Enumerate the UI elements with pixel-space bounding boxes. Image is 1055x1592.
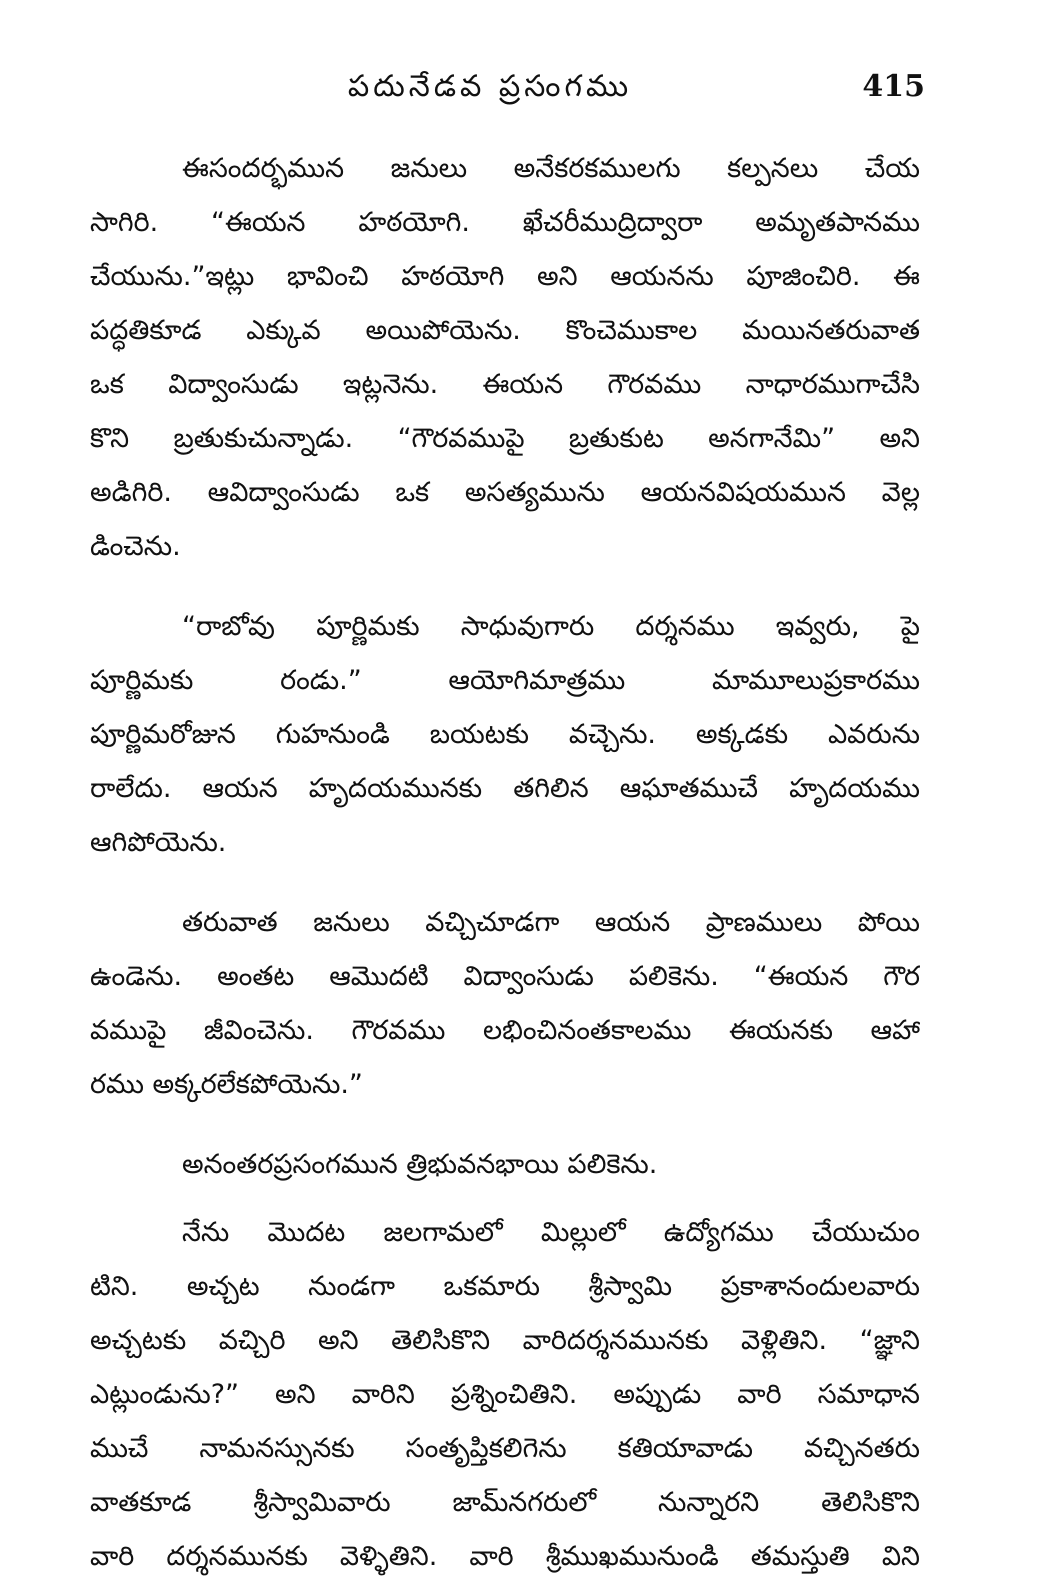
text-line: టిని. అచ్చట నుండగా ఒకమారు శ్రీస్వామి ప్రకాశానందులవారు — [90, 1271, 920, 1302]
text-line: డించెను. — [90, 531, 181, 562]
paragraph-gap — [90, 1192, 920, 1206]
paragraph-1 — [90, 142, 920, 574]
paragraph-gap — [90, 1112, 920, 1138]
paragraph-5 — [90, 1206, 920, 1584]
text-line: రాలేదు. ఆయన హృదయమునకు తగిలిన ఆఘాతముచే హృదయము — [90, 773, 920, 804]
text-line: ఉండెను. అంతట ఆమొదటి విద్వాంసుడు పలికెను. “ఈయన గౌర — [90, 961, 920, 992]
text-line: సాగిరి. “ఈయన హఠయోగి. ఖేచరీముద్రిద్వారా అమృతపానము — [90, 207, 920, 238]
text-line: అనంతరప్రసంగమున త్రిభువనభాయి పలికెను. — [182, 1149, 658, 1180]
text-line: ఎట్లుండును?” అని వారిని ప్రశ్నించితిని. అప్పుడు వారి సమాధాన — [90, 1379, 920, 1410]
text-line: పద్ధతికూడ ఎక్కువ అయిపోయెను. కొంచెముకాల మయినతరువాత — [90, 315, 920, 346]
paragraph-4 — [90, 1138, 920, 1192]
paragraph-gap — [90, 870, 920, 896]
text-line: వారి దర్శనమునకు వెళ్ళితిని. వారి శ్రీముఖమునుండి తమస్తుతి విని — [90, 1541, 920, 1572]
body-text — [90, 142, 920, 1584]
text-line: ఆగిపోయెను. — [90, 827, 227, 858]
text-line: కొని బ్రతుకుచున్నాడు. “గౌరవముపై బ్రతుకుట అనగానేమి” అని — [90, 423, 920, 454]
chapter-title: పదునేడవ ప్రసంగము — [347, 69, 633, 104]
text-line: అడిగిరి. ఆవిద్వాంసుడు ఒక అసత్యమును ఆయనవిషయమున వెల్ల — [90, 477, 920, 508]
text-line: తరువాత జనులు వచ్చిచూడగా ఆయన ప్రాణములు పోయి — [182, 907, 920, 938]
text-line: వముపై జీవించెను. గౌరవము లభించినంతకాలము ఈయనకు ఆహా — [90, 1015, 920, 1046]
text-line: నేను మొదట జలగామలో మిల్లులో ఉద్యోగము చేయుచుం — [182, 1217, 920, 1248]
paragraph-2 — [90, 600, 920, 870]
text-line: పూర్ణిమరోజున గుహనుండి బయటకు వచ్చెను. అక్కడకు ఎవరును — [90, 719, 920, 750]
text-line: అచ్చటకు వచ్చిరి అని తెలిసికొని వారిదర్శనమునకు వెళ్లితిని. “జ్ఞాని — [90, 1325, 920, 1356]
text-line: “రాబోవు పూర్ణిమకు సాధువుగారు దర్శనము ఇవ్వరు, పై — [182, 611, 920, 642]
text-line: ఒక విద్వాంసుడు ఇట్లనెను. ఈయన గౌరవము నాధారముగాచేసి — [90, 369, 920, 400]
paragraph-3 — [90, 896, 920, 1112]
page-number: 415 — [862, 69, 925, 104]
paragraph-gap — [90, 574, 920, 600]
text-line: ముచే నామనస్సునకు సంతృప్తికలిగెను కతియావాడు వచ్చినతరు — [90, 1433, 920, 1464]
running-header — [0, 62, 1055, 112]
text-line: చేయును.”ఇట్లు భావించి హఠయోగి అని ఆయనను పూజించిరి. ఈ — [90, 261, 920, 292]
text-line: వాతకూడ శ్రీస్వామివారు జామ్‌నగరులో నున్నారని తెలిసికొని — [90, 1487, 920, 1518]
text-line: రము అక్కరలేకపోయెను.” — [90, 1069, 363, 1100]
text-line: ఈసందర్భమున జనులు అనేకరకములగు కల్పనలు చేయ — [182, 153, 920, 184]
text-line: పూర్ణిమకు రండు.” ఆయోగిమాత్రము మామూలుప్రకారము — [90, 665, 920, 696]
